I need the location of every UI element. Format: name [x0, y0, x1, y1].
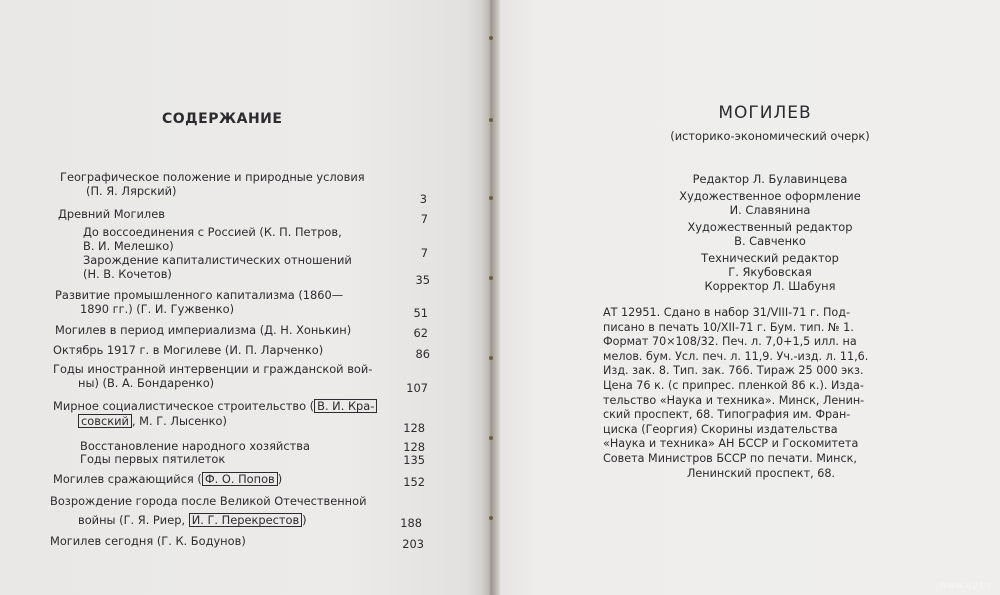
publication-line: Совета Министров БССР по печати. Минск,	[603, 451, 857, 465]
publication-line: Формат 70×108/32. Печ. л. 7,0+1,5 илл. на	[603, 335, 857, 349]
toc-entry-author-text: войны (Г. Я. Риер,	[78, 513, 186, 527]
toc-entry-author	[78, 414, 227, 428]
toc-entry-title-text: )	[277, 472, 283, 486]
toc-entry-title: Развитие промышленного капитализма (1860—	[55, 288, 344, 302]
credit-line: Технический редактор	[701, 251, 839, 265]
toc-entry-title: Зарождение капиталистических отношений	[83, 253, 352, 267]
toc-entry-title: До воссоединения с Россией (К. П. Петров,	[83, 225, 342, 239]
toc-entry-title	[53, 472, 282, 486]
toc-page-number: 152	[403, 475, 425, 489]
stitch-hole	[489, 196, 493, 200]
toc-page-number: 86	[415, 347, 430, 361]
publication-line: Изд. зак. 8. Тип. зак. 766. Тираж 25 000 экз.	[603, 364, 864, 378]
toc-page-number: 128	[403, 440, 425, 454]
site-watermark: www.ay.by	[939, 580, 992, 591]
publication-line: циска (Георгия) Скорины издательства	[603, 422, 838, 436]
publication-info	[603, 306, 919, 481]
toc-entry-author: (Н. В. Кочетов)	[83, 267, 172, 281]
author-box: совский	[78, 414, 132, 428]
toc-entry-author: ны) (В. А. Бондаренко)	[78, 376, 215, 390]
publication-line: тельство «Наука и техника». Минск, Ленин-	[603, 393, 865, 407]
toc-entry-title: Восстановление народного хозяйства	[80, 439, 310, 453]
stitch-hole	[489, 436, 493, 440]
right-page	[496, 0, 1000, 595]
publication-line: Цена 76 к. (с припрес. пленкой 86 к.). Изда-	[603, 378, 864, 392]
toc-page-number: 203	[402, 537, 424, 551]
toc-entry-title: Возрождение города после Великой Отечественной	[50, 494, 367, 508]
book-subtitle: (историко-экономический очерк)	[670, 129, 870, 143]
stitch-hole	[489, 36, 493, 40]
author-box: И. Г. Перекрестов	[189, 513, 302, 527]
toc-entry-title-text: Могилев сражающийся (	[53, 472, 202, 486]
toc-entry-title: Могилев сегодня (Г. К. Бодунов)	[50, 534, 246, 548]
publication-line: писано в печать 10/XII-71 г. Бум. тип. № 1.	[603, 320, 854, 334]
toc-page-number: 7	[420, 212, 428, 226]
toc-entry-title	[53, 399, 377, 413]
credit-line: Художественный редактор	[687, 220, 853, 234]
credit-line: Г. Якубовская	[728, 265, 812, 279]
toc-entry-author	[78, 513, 307, 527]
publication-line: Ленинский проспект, 68.	[687, 466, 835, 480]
toc-entry-title: Могилев в период империализма (Д. Н. Хонькин)	[55, 323, 352, 337]
author-box: Ф. О. Попов	[202, 472, 278, 486]
toc-entry-author-text: )	[302, 513, 307, 527]
stitch-hole	[489, 118, 493, 122]
credit-line: Художественное оформление	[679, 189, 861, 203]
toc-entry-title: Годы первых пятилеток	[80, 452, 226, 466]
toc-page-number: 3	[419, 192, 427, 206]
toc-entry-author: В. И. Мелешко)	[83, 239, 174, 253]
toc-page-number: 62	[413, 326, 428, 340]
toc-entry-author-text: , М. Г. Лысенко)	[131, 414, 227, 428]
credit-line: Корректор Л. Шабуня	[704, 279, 836, 293]
toc-entry-title: Октябрь 1917 г. в Могилеве (И. П. Ларченко)	[53, 343, 324, 357]
toc-entry-title: Географическое положение и природные условия	[60, 170, 365, 184]
publication-line: мелов. бум. Усл. печ. л. 11,9. Уч.-изд. л. 11,6.	[603, 349, 869, 363]
toc-page-number: 51	[413, 306, 428, 320]
publication-line: ский проспект, 68. Типография им. Фран-	[603, 408, 851, 422]
toc-page-number: 188	[400, 516, 422, 530]
author-box: В. И. Кра-	[314, 399, 377, 413]
credit-line: Редактор Л. Булавинцева	[692, 172, 848, 186]
toc-entry-title-text: Мирное социалистическое строительство (	[53, 399, 315, 413]
toc-page-number: 7	[420, 246, 428, 260]
stitch-hole	[489, 356, 493, 360]
toc-page-number: 107	[406, 381, 428, 395]
credit-line: И. Славянина	[729, 203, 811, 217]
publication-line: АТ 12951. Сдано в набор 31/VIII-71 г. Под-	[603, 306, 850, 319]
toc-entry-author: (П. Я. Лярский)	[86, 184, 177, 198]
toc-entry-title: Древний Могилев	[58, 207, 165, 221]
toc-page-number: 128	[403, 421, 425, 435]
contents-heading: СОДЕРЖАНИЕ	[162, 111, 283, 127]
book-spine	[480, 0, 500, 595]
publication-line: «Наука и техника» АН БССР и Госкомитета	[603, 437, 859, 451]
toc-page-number: 135	[403, 453, 425, 467]
toc-page-number: 35	[415, 273, 430, 287]
toc-entry-title: Годы иностранной интервенции и гражданской вой-	[53, 362, 373, 376]
stitch-hole	[489, 516, 493, 520]
toc-entry-author: 1890 гг.) (Г. И. Гужвенко)	[80, 302, 235, 316]
book-title: МОГИЛЕВ	[718, 103, 812, 123]
stitch-hole	[489, 276, 493, 280]
credit-line: В. Савченко	[734, 234, 806, 248]
